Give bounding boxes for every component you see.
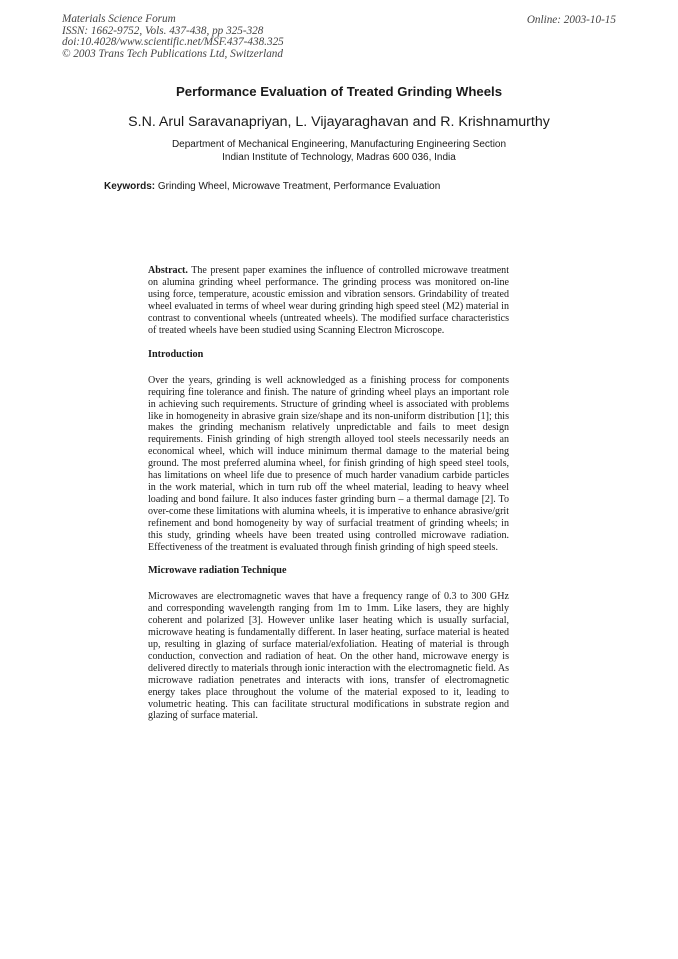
paper-title: Performance Evaluation of Treated Grinding Wheels — [175, 84, 503, 99]
abstract-text: The present paper examines the influence of controlled microwave treatment on alumina grinding wheel performance. The grinding process was monitored on-line using force, temperature, acoustic emission and vibration sensors. Grindability of treated wheel evaluated in terms of wheel wear during grinding high speed steel (M2) material in contrast to conventional wheels (untreated wheels). The modified surface characteristics of treated wheels have been studied using Scanning Electron Microscope. — [148, 265, 509, 336]
abstract-label: Abstract. — [148, 265, 188, 276]
issn-line: ISSN: 1662-9752, Vols. 437-438, pp 325-328 — [62, 24, 264, 37]
introduction-heading: Introduction — [148, 348, 204, 360]
publication-header — [62, 14, 284, 60]
doi-line: doi:10.4028/www.scientific.net/MSF.437-438.325 — [62, 36, 284, 48]
paper-body — [148, 265, 509, 722]
paper-authors: S.N. Arul Saravanapriyan, L. Vijayaraghavan and R. Krishnamurthy — [128, 114, 550, 130]
affiliation-line-2: Indian Institute of Technology, Madras 600 036, India — [222, 151, 456, 163]
keywords-label: Keywords: — [104, 181, 156, 192]
online-date: Online: 2003-10-15 — [526, 14, 616, 26]
copyright-line: © 2003 Trans Tech Publications Ltd, Switzerland — [62, 47, 283, 60]
abstract — [148, 265, 509, 337]
microwave-text: Microwaves are electromagnetic waves that have a frequency range of 0.3 to 300 GHz and corresponding wavelength ranging from 1m to 1mm. Like lasers, they are highly coherent and polarized [3]. However unlike laser heating which is usually surfacial, microwave heating is fundamentally different. In laser heating, surface material is heated up, resulting in glazing of surface material/exfoliation. Heating of material is through conduction, convection and radiation of heat. On the other hand, microwave energy is delivered directly to materials through ionic interaction with the electromagnetic field. As microwave radiation penetrates and interacts with ions, transfer of electromagnetic energy takes place throughout the volume of the material exposed to it, leading to volumetric heating. This can facilitate structural modifications in substrate region and glazing of surface material. — [148, 590, 509, 722]
introduction-text: Over the years, grinding is well acknowledged as a finishing process for components requiring fine tolerance and finish. The nature of grinding wheel plays an important role in achieving such requirements. Structure of grinding wheel is associated with problems like in homogeneity in abrasive grain size/shape and its non-uniform distribution [1]; this makes the grinding mechanism relatively unpredictable and fails to meet design requirements. Finish grinding of high strength alloyed tool steels necessarily needs an economical wheel, which will induce minimum thermal damage to the material being ground. The most preferred alumina wheel, for finish grinding of high speed steel tools, has limitations on wheel life due to presence of much harder vanadium carbide particles in the work material, which in turn rub off the wheel material, leading to heavy wheel loading and bond failure. It also induces faster grinding burn – a thermal damage [2]. To over-come these limitations with alumina wheels, it is imperative to enhance abrasive/grit refinement and bond homogeneity by way of surfacial treatment of grinding wheels; in this study, grinding wheels have been treated using controlled microwave radiation. Effectiveness of the treatment is evaluated through finish grinding of high speed steels. — [148, 374, 509, 554]
journal-name: Materials Science Forum — [62, 13, 176, 25]
keywords-text: Grinding Wheel, Microwave Treatment, Performance Evaluation — [157, 181, 441, 192]
keywords — [104, 181, 440, 192]
affiliation — [0, 139, 678, 164]
microwave-heading: Microwave radiation Technique — [148, 564, 287, 576]
affiliation-line-1: Department of Mechanical Engineering, Manufacturing Engineering Section — [171, 139, 507, 150]
